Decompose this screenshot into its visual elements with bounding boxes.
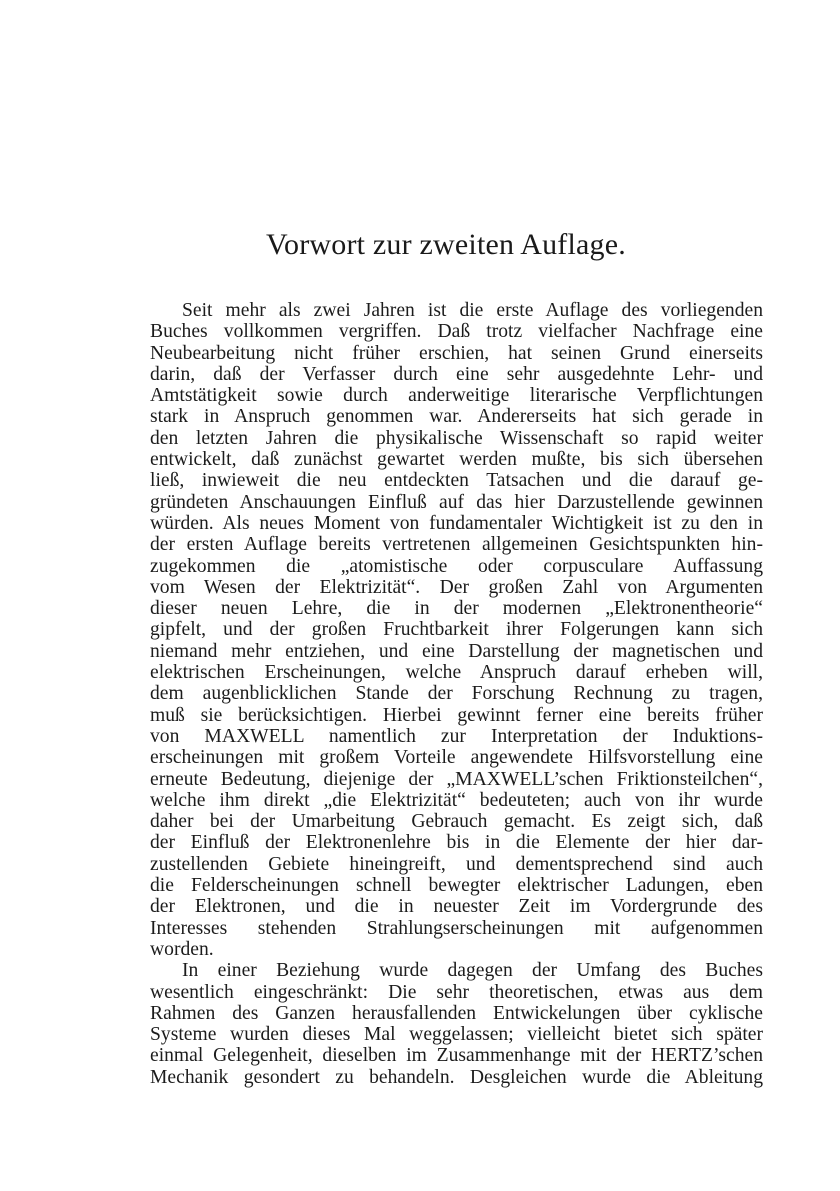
text-line: vom Wesen der Elektrizität“. Der großen Zahl von Argumenten (150, 576, 763, 598)
paragraph (150, 960, 763, 1088)
text-line: gipfelt, und der großen Fruchtbarkeit ihrer Folgerungen kann sich (150, 619, 763, 641)
text-line: dem augenblicklichen Stande der Forschung Rechnung zu tragen, (150, 683, 763, 705)
text-line: elektrischen Erscheinungen, welche Anspruch darauf erheben will, (150, 662, 763, 684)
text-line: welche ihm direkt „die Elektrizität“ bedeuteten; auch von ihr wurde (150, 789, 763, 811)
text-line: daher bei der Umarbeitung Gebrauch gemacht. Es zeigt sich, daß (150, 811, 763, 833)
text-line: Mechanik gesondert zu behandeln. Desgleichen wurde die Ableitung (150, 1066, 763, 1088)
page-title: Vorwort zur zweiten Auflage. (266, 228, 626, 261)
text-line: Rahmen des Ganzen herausfallenden Entwickelungen über cyklische (150, 1002, 763, 1024)
text-line: dieser neuen Lehre, die in der modernen „Elektronentheorie“ (150, 598, 763, 620)
text-line: der ersten Auflage bereits vertretenen allgemeinen Gesichtspunkten hin- (150, 534, 763, 556)
text-line: erneute Bedeutung, diejenige der „MAXWELL’schen Friktionsteilchen“, (150, 768, 763, 790)
text-line: wesentlich eingeschränkt: Die sehr theoretischen, etwas aus dem (150, 981, 763, 1003)
text-line: niemand mehr entziehen, und eine Darstellung der magnetischen und (150, 640, 763, 662)
text-line: stark in Anspruch genommen war. Andererseits hat sich gerade in (150, 406, 763, 428)
text-line: muß sie berücksichtigen. Hierbei gewinnt ferner eine bereits früher (150, 704, 763, 726)
text-line: würden. Als neues Moment von fundamentaler Wichtigkeit ist zu den in (150, 512, 763, 534)
text-line: einmal Gelegenheit, dieselben im Zusammenhange mit der HERTZ’schen (150, 1045, 763, 1067)
text-line: In einer Beziehung wurde dagegen der Umfang des Buches (182, 960, 763, 982)
text-line: entwickelt, daß zunächst gewartet werden mußte, bis sich übersehen (150, 449, 763, 471)
text-line: darin, daß der Verfasser durch eine sehr ausgedehnte Lehr- und (150, 363, 763, 385)
text-line: der Elektronen, und die in neuester Zeit im Vordergrunde des (150, 896, 763, 918)
text-line: Systeme wurden dieses Mal weggelassen; vielleicht bietet sich später (150, 1024, 763, 1046)
text-line: gründeten Anschauungen Einfluß auf das hier Darzustellende gewinnen (150, 491, 763, 513)
text-line: den letzten Jahren die physikalische Wissenschaft so rapid weiter (150, 427, 763, 449)
text-line: Buches vollkommen vergriffen. Daß trotz vielfacher Nachfrage eine (150, 321, 763, 343)
body-text (150, 300, 763, 1088)
text-line: die Felderscheinungen schnell bewegter elektrischer Ladungen, eben (150, 875, 763, 897)
text-line: zugekommen die „atomistische oder corpusculare Auffassung (150, 555, 763, 577)
paragraph (150, 300, 763, 960)
text-line: Interesses stehenden Strahlungserscheinungen mit aufgenommen (150, 917, 763, 939)
text-line: der Einfluß der Elektronenlehre bis in die Elemente der hier dar- (150, 832, 763, 854)
text-line: ließ, inwieweit die neu entdeckten Tatsachen und die darauf ge- (150, 470, 763, 492)
text-line: erscheinungen mit großem Vorteile angewendete Hilfsvorstellung eine (150, 747, 763, 769)
text-line: von MAXWELL namentlich zur Interpretation der Induktions- (150, 725, 763, 747)
text-line: Amtstätigkeit sowie durch anderweitige literarische Verpflichtungen (150, 385, 763, 407)
text-line: zustellenden Gebiete hineingreift, und dementsprechend sind auch (150, 853, 763, 875)
text-line: Neubearbeitung nicht früher erschien, hat seinen Grund einerseits (150, 342, 763, 364)
text-line: worden. (150, 938, 214, 960)
text-line: Seit mehr als zwei Jahren ist die erste Auflage des vorliegenden (182, 300, 763, 321)
